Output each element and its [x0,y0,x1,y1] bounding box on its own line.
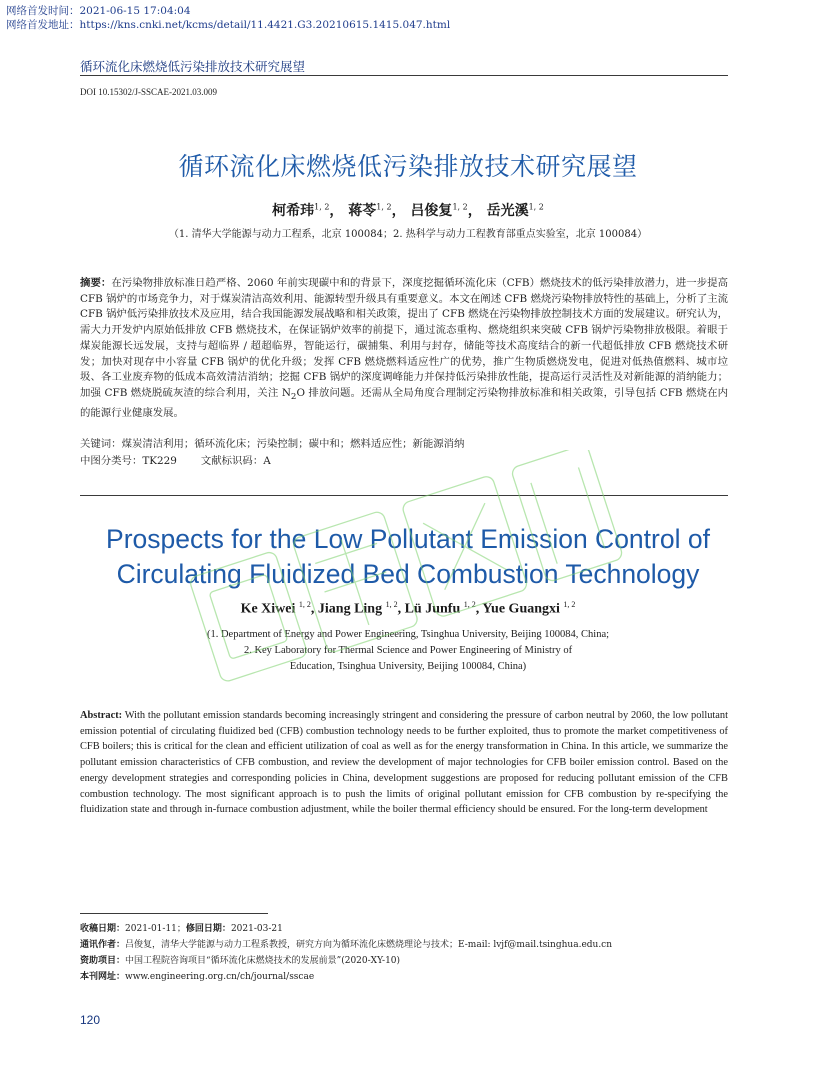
author-en-2: Jiang Ling [317,601,383,617]
header-divider [80,75,728,76]
online-publish-time: 网络首发时间：2021-06-15 17:04:04 [6,5,191,17]
affiliations-chinese: （1. 清华大学能源与动力工程系，北京 100084；2. 热科学与动力工程教育部重点实验室，北京 100084） [168,229,648,240]
abstract-zh-label: 摘要： [80,277,112,289]
keywords-chinese [80,435,728,450]
author-en-1: Ke Xiwei [240,601,296,617]
affiliations-english: (1. Department of Energy and Power Engineering, Tsinghua University, Beijing 100084, China; 2. Key Laboratory for Thermal Science and Power Engineering of Ministry of Education, Tsinghua University, Beijing 100084, China) [206,629,610,672]
keywords-zh-text: 煤炭清洁利用；循环流化床；污染控制；碳中和；燃料适应性；新能源消纳 [121,438,465,450]
authors-chinese: 柯希玮$^{1, 2}$， 蒋苓$^{1, 2}$， 吕俊复$^{1, 2}$， 岳光溪$^{1, 2}$ [272,202,544,219]
abstract-zh-text-end: O 排放问题。还需从全局角度合理制定污染物排放标准和相关政策，引导包括 CFB 燃烧在内的能源行业健康发展。 [80,386,729,419]
author-zh-2-affil: 1, 2 [376,202,392,212]
page-number: 120 [80,1013,101,1027]
abstract-en-label: Abstract: [80,710,123,721]
footnote-dates: 收稿日期：2021-01-11；修回日期：2021-03-21 [80,924,283,934]
author-zh-1-affil: 1, 2 [314,202,330,212]
abstract-chinese [80,276,728,421]
author-zh-3: 吕俊复 [410,203,453,219]
journal-website-link[interactable]: www.engineering.org.cn/ch/journal/sscae [125,972,315,982]
author-zh-4: 岳光溪 [486,203,529,219]
author-zh-3-affil: 1, 2 [452,202,468,212]
author-en-4: Yue Guangxi [482,601,560,617]
footnote-funding: 资助项目：中国工程院咨询项目“循环流化床燃烧技术的发展前景”(2020-XY-10) [80,956,401,966]
online-url-link[interactable]: https://kns.cnki.net/kcms/detail/11.4421.G3.20210615.1415.047.html [79,19,451,31]
abstract-en-text: With the pollutant emission standards becoming increasingly stringent and considering the pressure of carbon neutral by 2060, the low pollutant emission potential of circulating fluidized bed (CFB) combustion technology needs to be further exploited, thus to promote the market competitiveness of CFB boilers; this is critical for the clean and efficient utilization of coal as well as for the energy transformation in China. In this article, we summarize the pollutant emission characteristics of CFB combustion, and review the development of major technologies for CFB boiler emission control. Based on the energy development strategies and corresponding policies in China, development suggestions are proposed for reducing pollutant emission of the CFB combustion technology. The most significant approach is to push the limits of original pollutant emission for CFB combustion by re-specifying the fluidization state and through in-furnace combustion adjustment, while the boiler thermal efficiency should be ensured. For the long-term development [80,710,728,816]
author-en-3-affil: 1, 2 [463,600,476,609]
author-en-4-affil: 1, 2 [563,600,576,609]
title-en-line-1: Prospects for the Low Pollutant Emission Control of [106,524,710,554]
authors-english: Ke Xiwei $^{1, 2}$, Jiang Ling $^{1, 2}$, Lü Junfu $^{1, 2}$, Yue Guangxi $^{1, 2}$ [240,600,576,617]
author-zh-2: 蒋苓 [348,203,377,219]
footnote-corresponding: 通讯作者：吕俊复，清华大学能源与动力工程系教授，研究方向为循环流化床燃烧理论与技术；E-mail: lvjf@mail.tsinghua.edu.cn [80,940,613,950]
title-english [0,522,816,592]
abstract-zh-subscript: 2 [290,392,297,402]
author-en-2-affil: 1, 2 [385,600,398,609]
classification-chinese: 中图分类号：TK229 文献标识码：A [80,455,271,467]
abstract-english [80,708,728,818]
author-en-1-affil: 1, 2 [298,600,311,609]
author-zh-4-affil: 1, 2 [528,202,544,212]
footnote-website: 本刊网址：www.engineering.org.cn/ch/journal/sscae [80,972,315,982]
footnotes [80,921,740,985]
running-header: 循环流化床燃烧低污染排放技术研究展望 [80,59,306,74]
abstract-zh-text: 在污染物排放标准日趋严格、2060 年前实现碳中和的背景下，深度挖掘循环流化床（CFB）燃烧技术的低污染排放潜力，进一步提高 CFB 锅炉的市场竞争力，对于煤炭清洁高效利用、能源转型升级具有重要意义。本文在阐述 CFB 燃烧污染物排放特性的基础上，分析了主流 CFB 锅炉低污染排放技术及应用，结合我国能源发展战略和相关政策，提出了 CFB 燃烧在污染物排放控制技术方面的发展建议。研究认为，需大力开发炉内原始低排放 CFB 燃烧技术，在保证锅炉效率的前提下，通过流态重构、燃烧组织来突破 CFB 锅炉污染物排放极限。着眼于煤炭能源长远发展，支持与超临界 / 超超临界，智能运行，碳捕集、利用与封存，储能等技术高度结合的新一代超低排放 CFB 燃烧技术研发；加快对现存中小容量 CFB 锅炉的优化升级；发挥 CFB 燃烧燃料适应性广的优势，推广生物质燃烧发电，促进对低热值燃料、城市垃圾、各工业废弃物的低成本高效清洁消纳；挖掘 CFB 锅炉的深度调峰能力并保持低污染排放性能，提高运行灵活性及对新能源的消纳能力；加强 CFB 燃烧脱硫灰渣的综合利用，关注 N [80,277,728,399]
author-zh-1: 柯希玮 [272,203,315,219]
clc-number: TK229 [142,455,177,467]
title-en-line-2: Circulating Fluidized Bed Combustion Technology [116,559,700,589]
footnote-divider [80,913,268,914]
title-chinese: 循环流化床燃烧低污染排放技术研究展望 [178,152,638,181]
section-divider [80,495,728,496]
keywords-zh-label: 关键词： [80,438,122,450]
author-en-3: Lü Junfu [404,601,461,617]
document-code: A [263,455,271,467]
doi: DOI 10.15302/J-SSCAE-2021.03.009 [80,87,218,97]
online-publish-url: 网络首发地址：https://kns.cnki.net/kcms/detail/11.4421.G3.20210615.1415.047.html [6,19,451,31]
online-publish-info [6,4,450,32]
